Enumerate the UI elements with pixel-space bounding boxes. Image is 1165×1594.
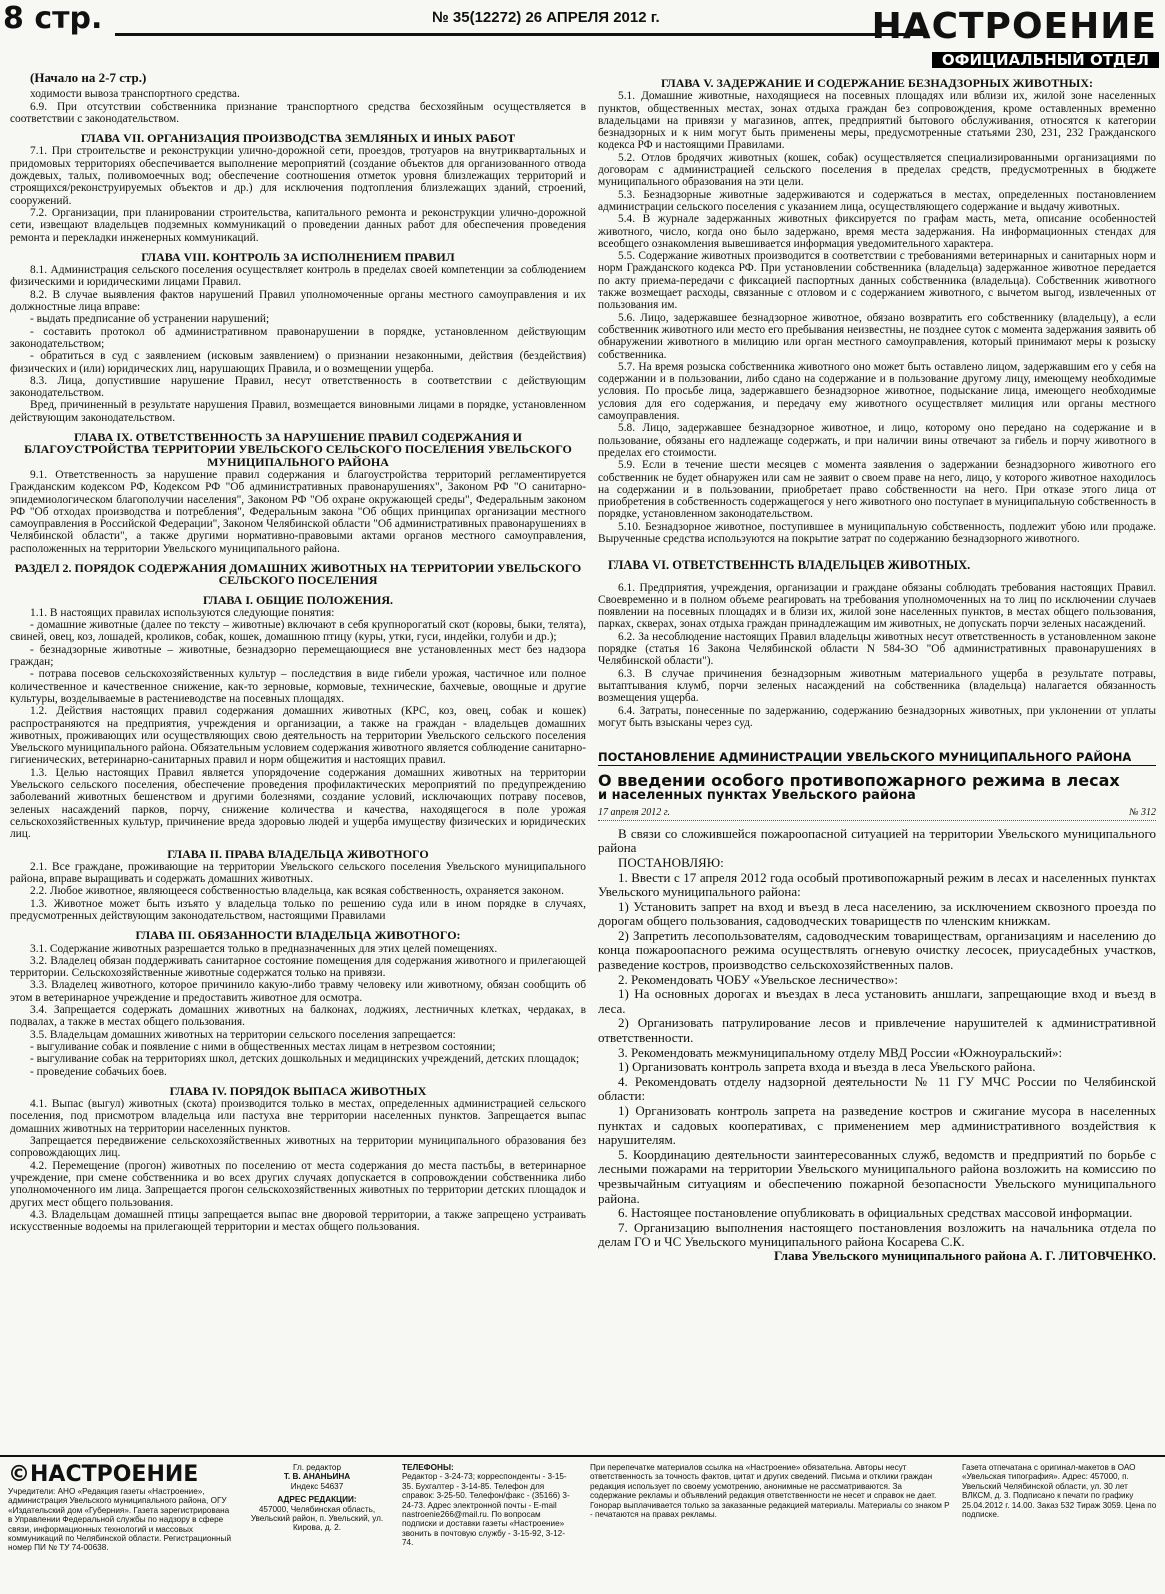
decree-paragraph: 2) Организовать патрулирование лесов и привлечение нарушителей к административной ответственности. bbox=[598, 1015, 1156, 1046]
newspaper-logo: НАСТРОЕНИЕ bbox=[871, 6, 1157, 47]
paragraph: 5.3. Безнадзорные животные задерживаются и содержаться в местах, определенных постановлением администрации сельского поселения с указанием лица, осуществляющего содержание и выдачу животных. bbox=[598, 188, 1156, 213]
paragraph: 8.2. В случае выявления фактов нарушений Правил уполномоченные органы местного самоуправления и их должностные лица вправе: bbox=[10, 288, 586, 314]
paragraph: 1.2. Действия настоящих правил содержания домашних животных (КРС, коз, овец, собак и кошек) распространяются на предприятия, учреждения и организации, а также на граждан - владельцев домашних животных, проживающих или осуществляющих свою деятельность на территории Увельского сельского поселения Увельского муниципального района. Обязательным условием содержания животного является соблюдение санитарно-гигиенических, ветеринарно-санитарных правил и норм общежития и настоящих правил. bbox=[10, 705, 586, 767]
paragraph: 8.1. Администрация сельского поселения осуществляет контроль в пределах своей компетенции за соблюдением физическими и юридическими лицами Правил. bbox=[10, 264, 586, 289]
paragraph: 7.1. При строительстве и реконструкции улично-дорожной сети, проездов, тротуаров на внутриквартальных и придомовых территориях обеспечивается выполнение мероприятий (создание объектов для организованного отвода дождевых, талых, поливомоечных вод; обеспечение соотношения отметок уровня близлежащих территорий и строящихся/реконструируемых объектов и др.) для исключения подтопления близлежащих зданий, строений, сооружений. bbox=[10, 145, 586, 207]
paragraph: 5.8. Лицо, задержавшее безнадзорное животное, и лицо, которому оно передано на содержание и в пользование, обязаны его надлежаще содержать, и при наличии вины отвечают за гибель и порчу животного в пределах его стоимости. bbox=[598, 422, 1156, 459]
decree-header: ПОСТАНОВЛЕНИЕ АДМИНИСТРАЦИИ УВЕЛЬСКОГО МУНИЦИПАЛЬНОГО РАЙОНА bbox=[598, 751, 1156, 766]
footer-phones bbox=[402, 1463, 570, 1548]
paragraph: 4.3. Владельцам домашней птицы запрещается выпас вне дворовой территории, а также запрещено устраивать искусственные водоемы на прилегающей территории и местах общего пользования. bbox=[10, 1208, 586, 1234]
paragraph: 3.4. Запрещается содержать домашних животных на балконах, лоджиях, лестничных клетках, чердаках, в подвалах, а также в местах общего пользования. bbox=[10, 1004, 586, 1029]
paragraph: 6.2. За несоблюдение настоящих Правил владельцы животных несут ответственность в установленном законе порядке (статья 16 Закона Челябинской области N 584-ЗО "Об административных правонарушениях в Челябинской области"). bbox=[598, 630, 1156, 668]
left-column bbox=[10, 70, 586, 1233]
chapter-heading: ГЛАВА V. ЗАДЕРЖАНИЕ И СОДЕРЖАНИЕ БЕЗНАДЗОРНЫХ ЖИВОТНЫХ: bbox=[660, 76, 1094, 90]
paragraph: 8.3. Лица, допустившие нарушение Правил, несут ответственность в соответствии с действующим законодательством. bbox=[10, 374, 586, 400]
section-badge: ОФИЦИАЛЬНЫЙ ОТДЕЛ bbox=[932, 52, 1159, 68]
paragraph: - составить протокол об административном правонарушении в порядке, установленном действующим законодательством; bbox=[10, 325, 586, 350]
print-text: Газета отпечатана с оригинал-макетов в ОАО «Увельская типография». Адрес: 457000, п. Увельский Челябинской области, ул. 30 лет ВЛКСМ, д. 3. Подписано к печати по графику 25.04.2012 г. 14.00. Заказ 532 Тираж 3059. Цена по подписке. bbox=[962, 1463, 1157, 1520]
paragraph: - домашние животные (далее по тексту – животные) включают в себя крупнорогатый скот (коровы, быки, телята), свиней, овец, коз, лошадей, кроликов, собак, кошек, домашнюю птицу (куры, утки, гуси, индейки, голуби и др.); bbox=[10, 619, 586, 644]
paragraph: 1.3. Животное может быть изъято у владельца только по решению суда или в ином порядке в случаях, предусмотренных действующим законодательством, настоящими Правилами bbox=[10, 897, 586, 922]
decree-paragraph: 2) Запретить лесопользователям, садоводческим товариществам, организациям и населению до конца пожароопасного режима осуществлять огневую очистку лесосек, приусадебных участков, разведение костров, производство сельскохозяйственных палов. bbox=[598, 927, 1156, 973]
paragraph: - проведение собачьих боев. bbox=[30, 1065, 167, 1078]
paragraph: 3.2. Владелец обязан поддерживать санитарное состояние помещения для содержания животного и прилегающей территории. Сельскохозяйственные животные содержатся только на привязи. bbox=[10, 954, 586, 980]
issue-line: № 35(12272) 26 АПРЕЛЯ 2012 г. bbox=[432, 9, 660, 26]
founders-text: Учредители: АНО «Редакция газеты «Настроение», администрация Увельского муниципального района, ОГУ «Издательский дом «Губерния». Газета зарегистрирована в Управлении Федеральной службы по надзору в сфере связи, информационных технологий и массовых коммуникаций по Челябинской области. Регистрационный номер ПИ № ТУ 74-00638. bbox=[8, 1487, 232, 1553]
paragraph: 5.10. Безнадзорное животное, поступившее в муниципальную собственность, подлежит убою или продаже. Вырученные средства используются на покрытие затрат по содержанию безнадзорного животного. bbox=[598, 520, 1156, 545]
paragraph: 1.1. В настоящих правилах используются следующие понятия: bbox=[30, 606, 335, 619]
editor-name: Т. В. АНАНЬИНА bbox=[283, 1472, 351, 1482]
page-number: 8 стр. bbox=[3, 1, 103, 36]
decree-paragraph: 5. Координацию деятельности заинтересованных служб, ведомств и предприятий по борьбе с лесными пожарами на территории Увельского муниципального района возложить на комиссию по чрезвычайным ситуациям и обеспечению пожарной безопасности Увельского муниципального района. bbox=[598, 1146, 1156, 1206]
decree-paragraph: 1. Ввести с 17 апреля 2012 года особый противопожарный режим в лесах и населенных пунктах Увельского муниципального района: bbox=[598, 869, 1156, 900]
decree-date: 17 апреля 2012 г. bbox=[598, 807, 670, 819]
decree-paragraph: 2. Рекомендовать ЧОБУ «Увельское лесничество»: bbox=[618, 971, 898, 987]
address-label: АДРЕС РЕДАКЦИИ: bbox=[277, 1495, 357, 1505]
decree-paragraph: 6. Настоящее постановление опубликовать в официальных средствах массовой информации. bbox=[618, 1205, 1133, 1221]
paragraph: 5.4. В журнале задержанных животных фиксируется по графам масть, мета, описание особенностей животного, число, когда оно было задержано, время места задержания. На информационных стендах для всеобщего ознакомления вывешивается информация уведомительного характера. bbox=[598, 213, 1156, 250]
decree-paragraph: 7. Организацию выполнения настоящего постановления возложить на начальника отдела по делам ГО и ЧС Увельского муниципального района Косарева С.К. bbox=[598, 1219, 1156, 1250]
paragraph: - безнадзорные животные – животные, безнадзорно перемещающиеся вне установленных мест без надзора граждан; bbox=[10, 643, 586, 669]
paragraph: 6.4. Затраты, понесенные по задержанию, содержанию безнадзорных животных, при уклонении от уплаты могут быть взысканы через суд. bbox=[598, 704, 1156, 729]
paragraph: 9.1. Ответственность за нарушение правил содержания и благоустройства территорий регламентируется Гражданским кодексом РФ, Кодексом РФ "Об административных правонарушениях", Законом РФ "О санитарно-эпидемиологическом благополучии населения", Законом РФ "Об охране окружающей среды", Федеральным законом РФ "Об отходах производства и потребления", Федеральным закона "Об общих принципах организации местного самоуправления в Российской Федерации", Законом Челябинской области "Об административных правонарушениях в Челябинской области", а также другими нормативно-правовыми актами органов местного самоуправления, расположенных на территории Увельского муниципального района. bbox=[10, 468, 586, 555]
paragraph: 5.1. Домашние животные, находящиеся на посевных площадях или вблизи их, жилой зоне населенных пунктов, общественных местах, зонах отдыха граждан без сопровождения, кроме оставленных временно владельцами на привязи у магазинов, аптек, предприятий бытового обслуживания, относятся к категории безнадзорных и к ним могут быть применены меры, предусмотренные статьями 230, 231, 232 Гражданского кодекса РФ и настоящими Правилами. bbox=[598, 90, 1156, 152]
notice-text: При перепечатке материалов ссылка на «Настроение» обязательна. Авторы несут ответственность за точность фактов, цитат и других сведений. Письма и отклики граждан редакция использует по своему усмотрению, анонимные не рассматриваются. За содержание рекламы и объявлений редакция ответственности не несет и справок не дает. Гонорар выплачивается только за заказанные редакцией материалы. Материалы со знаком Р - печатаются на правах рекламы. bbox=[590, 1463, 950, 1520]
decree-title: О введении особого противопожарного режима в лесах bbox=[598, 771, 1120, 791]
masthead-rule bbox=[115, 33, 925, 36]
chapter-heading: ГЛАВА VII. ОРГАНИЗАЦИЯ ПРОИЗВОДСТВА ЗЕМЛЯНЫХ И ИНЫХ РАБОТ bbox=[80, 131, 516, 146]
decree-meta bbox=[598, 807, 1156, 820]
decree-block bbox=[598, 751, 1156, 1262]
paragraph: 7.2. Организации, при планировании строительства, капитального ремонта и реконструкции улично-дорожной сети, извещают владельцев подземных коммуникаций о проведении данных работ для обеспечения проведения ремонта и перекладки инженерных коммуникаций. bbox=[10, 206, 586, 244]
paragraph: 6.3. В случае причинения безнадзорным животным материального ущерба в результате потравы, вытаптывания клумб, порчи зеленых насаждений на собственника (владельца) налагается обязанность возмещения ущерба. bbox=[598, 667, 1156, 705]
chapter-heading: ГЛАВА IV. ПОРЯДОК ВЫПАСА ЖИВОТНЫХ bbox=[169, 1083, 427, 1098]
right-column bbox=[598, 70, 1156, 1262]
paragraph: 3.5. Владельцам домашних животных на территории сельского поселения запрещается: bbox=[30, 1028, 456, 1041]
paragraph: ходимости вывоза транспортного средства. bbox=[30, 88, 240, 101]
footer-logo: ©НАСТРОЕНИЕ bbox=[8, 1462, 199, 1487]
paragraph: 5.6. Лицо, задержавшее безнадзорное животное, обязано возвратить его собственнику (владельцу), а если собственник животного или место его пребывания неизвестны, не позднее суток с момента задержания заявить об обнаружении животного в милицию или орган местного самоуправления, который принимают меры к розыску собственника. bbox=[598, 311, 1156, 361]
paragraph: 6.1. Предприятия, учреждения, организации и граждане обязаны соблюдать требования настоящих Правил. Своевременно и в полном объеме реагировать на требования уполномоченных на то лиц по исключении случаев появлении на посевных площадях и в близи их, жилой зоне населенных пунктов, в местах общего пользования, парках, скверах, зонах отдыха граждан принадлежащим им животных, не допускать порчи зеленых насаждений. bbox=[598, 581, 1156, 631]
phones-label: ТЕЛЕФОНЫ: bbox=[402, 1463, 454, 1472]
decree-paragraph: 1) Установить запрет на вход и въезд в леса населению, за исключением сквозного проезда по дорогам общего пользования, садоводческих товариществ по членским книжкам. bbox=[598, 898, 1156, 929]
decree-body bbox=[598, 827, 1156, 1250]
paragraph: 4.2. Перемещение (прогон) животных по поселению от места содержания до места пастьбы, в ветеринарное учреждение, при смене собственника и во всех других случаях допускается в сопровождении собственника либо уполномоченного им лица. Запрещается прогон сельскохозяйственных животных по территории детских площадок и других мест общего пользования. bbox=[10, 1159, 586, 1209]
masthead bbox=[0, 0, 1165, 70]
paragraph: - потрава посевов сельскохозяйственных культур – последствия в виде гибели урожая, частичное или полное количественное и качественное снижение, как-то зерновые, кормовые, технические, бахчевые, овощные и другие культуры, возделываемые в растениеводстве на посевных площадях. bbox=[10, 668, 586, 705]
paragraph: 1.3. Целью настоящих Правил является упорядочение содержания домашних животных на территории Увельского сельского поселения, обеспечение проведения профилактических мероприятий по предупреждению заболеваний животных бешенством и другими болезнями, создание условий, исключающих потраву посевов, зеленых насаждений парков, порчу, снижение количества и качества, находящегося в поле урожая сельскохозяйственных культур, причинение вреда здоровью людей и ущерба имуществу физических и юридических лиц. bbox=[10, 766, 586, 841]
paragraph: 3.3. Владелец животного, которое причинило какую-либо травму человеку или животному, обязан сообщить об этом в ветеринарное учреждение и предоставить животное для осмотра. bbox=[10, 979, 586, 1004]
decree-paragraph: 1) Организовать контроль запрета на разведение костров и сжигание мусора в населенных пунктах и садовых кооперативах, с применением мер административного воздействия к нарушителям. bbox=[598, 1103, 1156, 1148]
footer-editor bbox=[242, 1463, 392, 1533]
paragraph: - выгуливание собак на территориях школ, детских дошкольных и медицинских учреждений, детских площадок; bbox=[30, 1053, 580, 1066]
paragraph: 5.5. Содержание животных производится в соответствии с требованиями ветеринарных и санитарных норм и норм Гражданского кодекса РФ. При установлении собственника (владельца) задержанное животное передается по акту приема-передачи с фиксацией паспортных данных собственника (владельца). Собственник животного также возмещает расходы, связанные с отловом и с содержанием животного, с вычетом выгод, извлеченных от пользования им. bbox=[598, 250, 1156, 312]
chapter-heading: ГЛАВА IX. ОТВЕТСТВЕННОСТЬ ЗА НАРУШЕНИЕ ПРАВИЛ СОДЕРЖАНИЯ И БЛАГОУСТРОЙСТВА ТЕРРИТОРИИ УВЕЛЬСКОГО СЕЛЬСКОГО ПОСЕЛЕНИЯ УВЕЛЬСКОГО МУНИЦИПАЛЬНОГО РАЙОНА bbox=[24, 430, 572, 469]
paragraph: Вред, причиненный в результате нарушения Правил, возмещается виновными лицами в порядке, установленном действующим законодательством. bbox=[10, 399, 586, 424]
paragraph: 3.1. Содержание животных разрешается только в предназначенных для этих целей помещениях. bbox=[30, 942, 498, 955]
decree-paragraph: 4. Рекомендовать отделу надзорной деятельности № 11 ГУ МЧС России по Челябинской области: bbox=[598, 1073, 1156, 1104]
paragraph: 2.1. Все граждане, проживающие на территории Увельского сельского поселения Увельского муниципального района, вправе выращивать и содержать домашних животных. bbox=[10, 860, 586, 886]
decree-title-line2: и населенных пунктах Увельского района bbox=[598, 788, 916, 804]
chapter-heading: РАЗДЕЛ 2. ПОРЯДОК СОДЕРЖАНИЯ ДОМАШНИХ ЖИВОТНЫХ НА ТЕРРИТОРИИ УВЕЛЬСКОГО СЕЛЬСКОГО ПОСЕЛЕНИЯ bbox=[14, 560, 582, 588]
editor-label: Гл. редактор bbox=[293, 1463, 341, 1472]
paragraph: 5.7. На время розыска собственника животного оно может быть оставлено лицом, задержавшим его у себя на содержании и в пользовании, либо сдано на содержание и в пользование другому лицу, имеющему необходимые условия. По просьбе лица, задержавшего безнадзорное животное, подыскание лица, имеющего необходимые условия для его содержания, и передачу ему животного осуществляет милиция или органы местного самоуправления. bbox=[598, 360, 1156, 423]
footer-notice bbox=[590, 1463, 950, 1519]
subscription-index: Индекс 54637 bbox=[290, 1481, 344, 1491]
decree-paragraph: 3. Рекомендовать межмуниципальному отделу МВД России «Южноуральский»: bbox=[618, 1044, 1063, 1060]
chapter-heading: ГЛАВА VIII. КОНТРОЛЬ ЗА ИСПОЛНЕНИЕМ ПРАВИЛ bbox=[141, 249, 455, 264]
decree-paragraph: 1) На основных дорогах и въездах в леса установить аншлаги, запрещающие вход и въезд в леса. bbox=[598, 986, 1156, 1016]
chapter-heading: ГЛАВА I. ОБЩИЕ ПОЛОЖЕНИЯ. bbox=[202, 592, 394, 607]
paragraph: 4.1. Выпас (выгул) животных (скота) производится только в местах, определенных администрацией сельского поселения, под присмотром владельца или пастуха вне территории населенных пунктов. Запрещается выпас домашних животных на территории населенных пунктов. bbox=[10, 1098, 586, 1135]
decree-paragraph: В связи со сложившейся пожароопасной ситуацией на территории Увельского муниципального района bbox=[598, 825, 1156, 856]
right-column-articles bbox=[598, 77, 1156, 729]
paragraph: Запрещается передвижение сельскохозяйственных животных на территории муниципального образования без сопровождающих лиц. bbox=[10, 1135, 586, 1160]
paragraph: - выгуливание собак и появление с ними в общественных местах лицам в нетрезвом состоянии; bbox=[30, 1040, 496, 1053]
continuation-note: (Начало на 2-7 стр.) bbox=[30, 70, 147, 85]
footer-print bbox=[962, 1463, 1157, 1519]
decree-signature: Глава Увельского муниципального района А. Г. ЛИТОВЧЕНКО. bbox=[773, 1247, 1156, 1263]
paragraph: 5.9. Если в течение шести месяцев с момента заявления о задержании безнадзорного животного его собственник не будет обнаружен или сам не заявит о своем праве на него, лицо, у которого животное находилось на содержании и в пользовании, приобретает право собственности на него. При отказе этого лица от приобретения в собственность содержащегося у него животного оно поступает в муниципальную собственность в порядке, установленном законодательством. bbox=[598, 459, 1156, 521]
phones-text: Редактор - 3-24-73; корреспонденты - 3-15-35. Бухгалтер - 3-14-85. Телефон для справок: 3-25-50. Телефон/факс - (35166) 3-24-73. Адрес электронной почты - E-mail nastroenie266@mail.ru. По вопросам подписки и доставки газеты «Настроение» звонить в почтовую службу - 3-15-92, 3-12-74. bbox=[402, 1472, 570, 1548]
chapter-heading: ГЛАВА III. ОБЯЗАННОСТИ ВЛАДЕЛЬЦА ЖИВОТНОГО: bbox=[135, 928, 461, 943]
chapter-heading: ГЛАВА VI. ОТВЕТСТВЕННСТЬ ВЛАДЕЛЬЦЕВ ЖИВОТНЫХ. bbox=[608, 558, 971, 573]
decree-number: № 312 bbox=[1129, 807, 1156, 819]
paragraph: 6.9. При отсутствии собственника признание транспортного средства бесхозяйным осуществляется в соответствии с законодательством. bbox=[10, 100, 586, 125]
footer-founders bbox=[8, 1463, 234, 1553]
chapter-heading: ГЛАВА II. ПРАВА ВЛАДЕЛЬЦА ЖИВОТНОГО bbox=[167, 846, 429, 861]
imprint-footer bbox=[0, 1455, 1165, 1594]
paragraph: 2.2. Любое животное, являющееся собственностью владельца, как всякая собственность, охраняется законом. bbox=[30, 885, 564, 898]
address-text: 457000, Челябинская область, Увельский район, п. Увельский, ул. Кирова, д. 2. bbox=[250, 1504, 384, 1533]
paragraph: - обратиться в суд с заявлением (исковым заявлением) о признании незаконными, действия (бездействия) физических и (или) юридических лиц, нарушающих Правила, и о возмещении ущерба. bbox=[10, 350, 586, 375]
paragraph: 5.2. Отлов бродячих животных (кошек, собак) осуществляется специализированными организациями по договорам с администрацией сельского поселения в пределах средств, предусмотренных в бюджете муниципального образования на эти цели. bbox=[598, 151, 1156, 189]
decree-paragraph: 1) Организовать контроль запрета входа и въезда в леса Увельского района. bbox=[618, 1059, 1036, 1075]
decree-paragraph: ПОСТАНОВЛЯЮ: bbox=[618, 854, 724, 870]
paragraph: - выдать предписание об устранении нарушений; bbox=[30, 313, 270, 326]
